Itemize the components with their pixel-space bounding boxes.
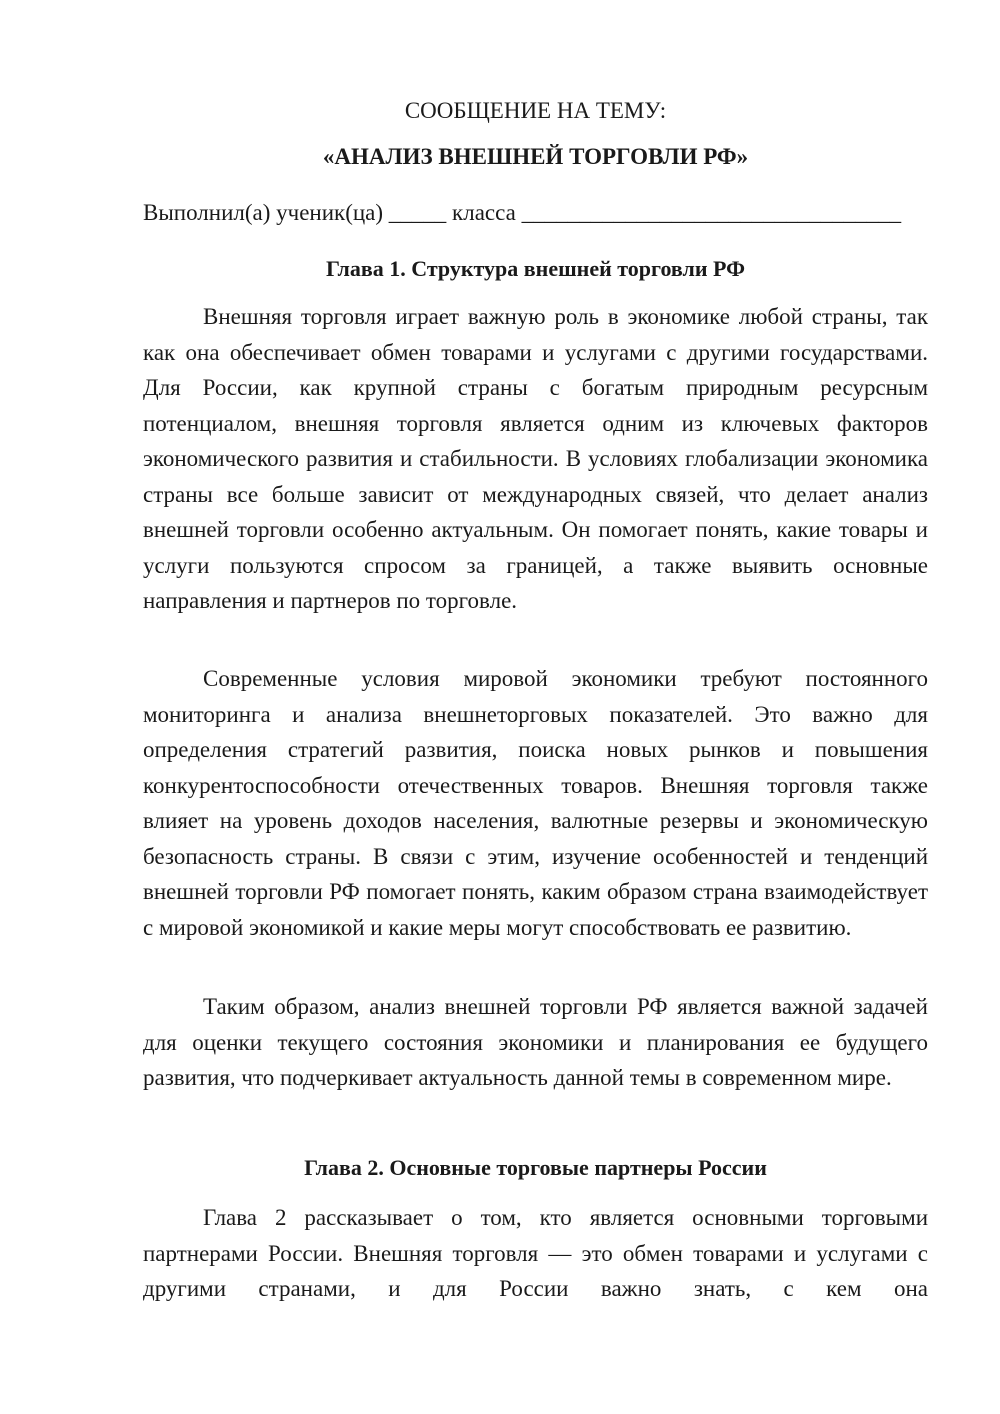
chapter1-paragraph-2: Современные условия мировой экономики требуют постоянного мониторинга и анализа внешнеторговых показателей. Это важно для определения стратегий развития, поиска новых рынков и повышения конкурентоспособности отечественных товаров. Внешняя торговля также влияет на уровень доходов населения, валютные резервы и экономическую безопасность страны. В связи с этим, изучение особенностей и тенденций внешней торговли РФ помогает понять, каким образом страна взаимодействует с мировой экономикой и какие меры могут способствовать ее развитию.	[143, 666, 928, 940]
student-line: Выполнил(а) ученик(ца) _____ класса _________________________________	[143, 200, 902, 225]
document-title-line2: «АНАЛИЗ ВНЕШНЕЙ ТОРГОВЛИ РФ»	[322, 144, 749, 169]
chapter2-heading: Глава 2. Основные торговые партнеры России	[304, 1155, 767, 1180]
chapter2-paragraph-1: Глава 2 рассказывает о том, кто является основными торговыми партнерами России. Внешняя торговля — это обмен товарами и услугами с другими странами, и для России важно знать, с кем она	[143, 1205, 928, 1301]
chapter1-paragraph-3: Таким образом, анализ внешней торговли РФ является важной задачей для оценки текущего состояния экономики и планирования ее будущего развития, что подчеркивает актуальность данной темы в современном мире.	[143, 994, 928, 1090]
chapter1-paragraph-1: Внешняя торговля играет важную роль в экономике любой страны, так как она обеспечивает обмен товарами и услугами с другими государствами. Для России, как крупной страны с богатым природным ресурсным потенциалом, внешняя торговля является одним из ключевых факторов экономического развития и стабильности. В условиях глобализации экономика страны все больше зависит от международных связей, что делает анализ внешней торговли особенно актуальным. Он помогает понять, какие товары и услуги пользуются спросом за границей, а также выявить основные направления и партнеров по торговле.	[143, 304, 928, 613]
document-title-line1: СООБЩЕНИЕ НА ТЕМУ:	[404, 98, 667, 123]
chapter1-heading: Глава 1. Структура внешней торговли РФ	[325, 256, 745, 281]
